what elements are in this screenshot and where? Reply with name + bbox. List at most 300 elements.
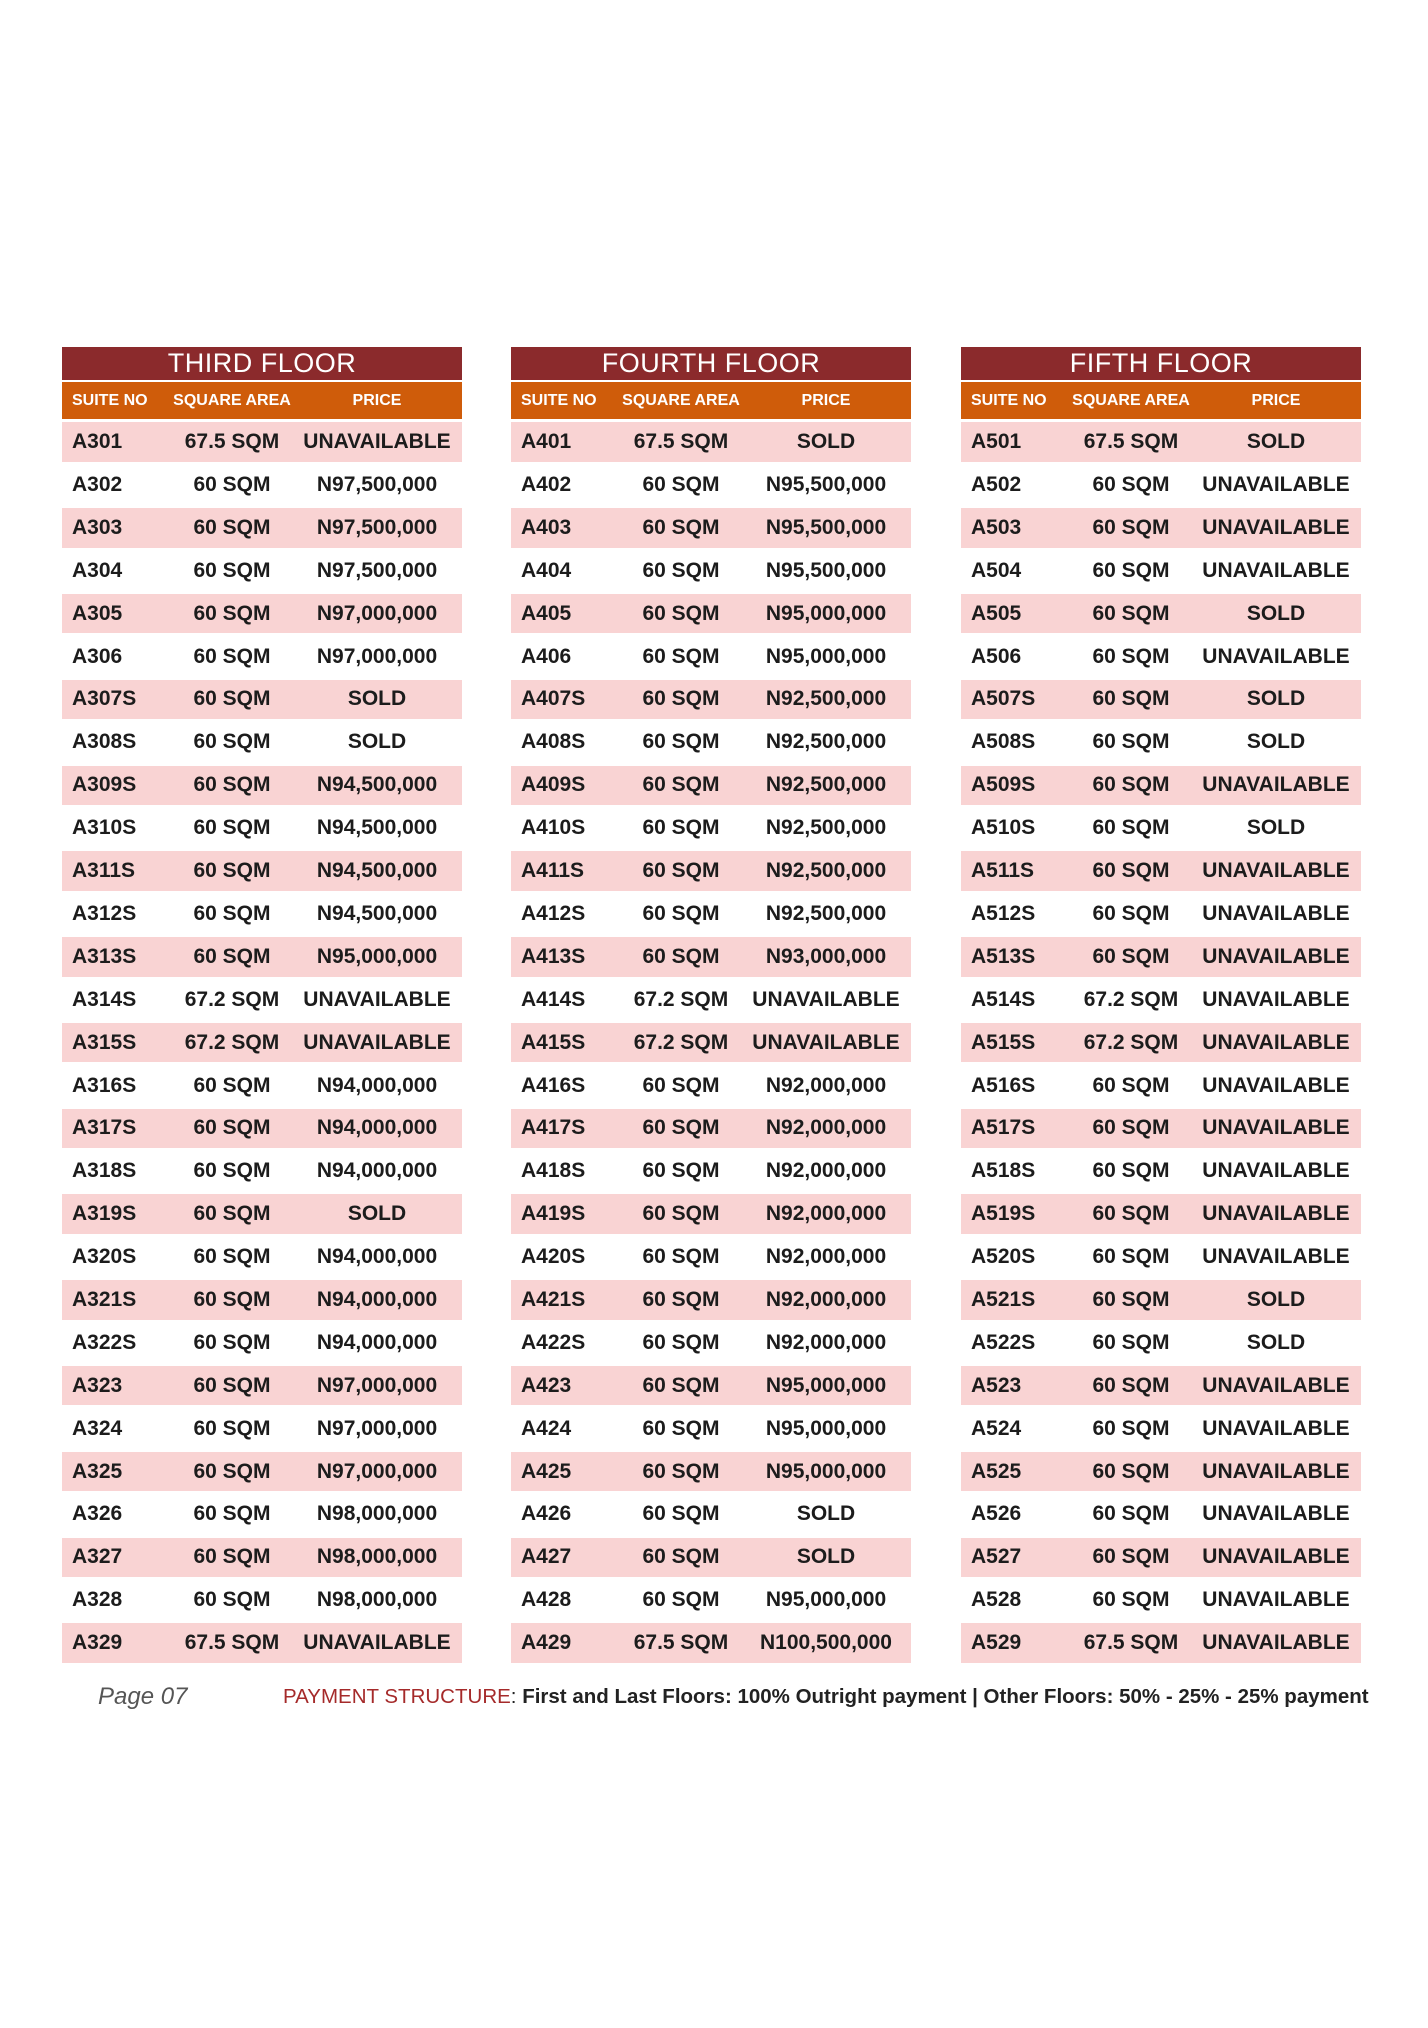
- table-row: [961, 508, 1361, 548]
- suite-no-cell: A525: [971, 1459, 1022, 1483]
- suite-no-cell: A501: [971, 430, 1022, 454]
- table-row: [961, 1109, 1361, 1149]
- square-area-cell: 60 SQM: [642, 473, 720, 497]
- suite-no-cell: A325: [72, 1459, 123, 1483]
- square-area-cell: 60 SQM: [1092, 1373, 1170, 1397]
- suite-no-cell: A508S: [971, 730, 1036, 754]
- square-area-cell: 60 SQM: [642, 1545, 720, 1569]
- price-cell: N94,000,000: [316, 1073, 438, 1097]
- page-footer: [0, 1683, 1428, 1717]
- square-area-cell: 60 SQM: [193, 1202, 271, 1226]
- square-area-cell: 60 SQM: [642, 730, 720, 754]
- square-area-cell: 60 SQM: [193, 1545, 271, 1569]
- table-row: [961, 465, 1361, 505]
- price-cell: N97,000,000: [316, 1416, 438, 1440]
- suite-no-cell: A314S: [72, 987, 137, 1011]
- price-cell: N92,500,000: [765, 816, 887, 840]
- payment-structure-label: PAYMENT STRUCTURE: [283, 1685, 511, 1708]
- square-area-cell: 60 SQM: [642, 1416, 720, 1440]
- price-cell: UNAVAILABLE: [1202, 473, 1350, 497]
- suite-no-cell: A407S: [521, 687, 586, 711]
- col-price-header: PRICE: [352, 391, 402, 409]
- table-row: [961, 894, 1361, 934]
- third-floor-table: [62, 347, 462, 1663]
- table-row: [62, 766, 462, 806]
- suite-no-cell: A502: [971, 473, 1022, 497]
- price-cell: SOLD: [796, 1545, 856, 1569]
- floor-title: THIRD FLOOR: [62, 347, 462, 380]
- table-row: [961, 1152, 1361, 1192]
- price-cell: N98,000,000: [316, 1588, 438, 1612]
- suite-no-cell: A311S: [72, 859, 136, 883]
- square-area-cell: 67.2 SQM: [1083, 1030, 1179, 1054]
- table-row: [961, 851, 1361, 891]
- suite-no-cell: A504: [971, 558, 1022, 582]
- square-area-cell: 60 SQM: [193, 1416, 271, 1440]
- square-area-cell: 60 SQM: [193, 1159, 271, 1183]
- square-area-cell: 60 SQM: [193, 1245, 271, 1269]
- price-cell: UNAVAILABLE: [1202, 1202, 1350, 1226]
- table-row: [62, 422, 462, 462]
- table-row: [62, 1152, 462, 1192]
- suite-no-cell: A520S: [971, 1245, 1036, 1269]
- table-row: [961, 1623, 1361, 1663]
- square-area-cell: 60 SQM: [642, 1073, 720, 1097]
- table-row: [62, 1280, 462, 1320]
- suite-no-cell: A401: [521, 430, 572, 454]
- table-row: [511, 637, 911, 677]
- square-area-cell: 60 SQM: [193, 944, 271, 968]
- price-cell: UNAVAILABLE: [1202, 1030, 1350, 1054]
- square-area-cell: 60 SQM: [193, 1073, 271, 1097]
- price-cell: N95,500,000: [765, 473, 887, 497]
- table-row: [511, 1023, 911, 1063]
- price-cell: UNAVAILABLE: [1202, 773, 1350, 797]
- square-area-cell: 60 SQM: [1092, 1330, 1170, 1354]
- table-row: [961, 1280, 1361, 1320]
- square-area-cell: 60 SQM: [1092, 1073, 1170, 1097]
- price-cell: UNAVAILABLE: [1202, 1245, 1350, 1269]
- suite-no-cell: A428: [521, 1588, 572, 1612]
- price-cell: N95,000,000: [765, 1416, 887, 1440]
- table-row: [511, 937, 911, 977]
- table-row: [62, 1237, 462, 1277]
- price-cell: N92,500,000: [765, 773, 887, 797]
- square-area-cell: 60 SQM: [642, 1588, 720, 1612]
- suite-no-cell: A425: [521, 1459, 572, 1483]
- price-cell: UNAVAILABLE: [1202, 901, 1350, 925]
- table-row: [62, 1409, 462, 1449]
- suite-no-cell: A426: [521, 1502, 572, 1526]
- col-suite-header: SUITE NO: [971, 391, 1047, 409]
- table-row: [62, 1194, 462, 1234]
- square-area-cell: 67.5 SQM: [1083, 1631, 1179, 1655]
- suite-no-cell: A503: [971, 515, 1022, 539]
- price-cell: SOLD: [1246, 687, 1306, 711]
- col-area-header: SQUARE AREA: [173, 391, 291, 409]
- square-area-cell: 60 SQM: [1092, 730, 1170, 754]
- suite-no-cell: A411S: [521, 859, 585, 883]
- price-cell: N92,500,000: [765, 730, 887, 754]
- price-cell: N95,500,000: [765, 558, 887, 582]
- square-area-cell: 60 SQM: [642, 1502, 720, 1526]
- price-cell: SOLD: [796, 1502, 856, 1526]
- suite-no-cell: A302: [72, 473, 123, 497]
- table-row: [62, 508, 462, 548]
- table-row: [511, 1066, 911, 1106]
- table-row: [511, 1323, 911, 1363]
- table-row: [511, 766, 911, 806]
- table-row: [961, 594, 1361, 634]
- price-cell: N94,000,000: [316, 1245, 438, 1269]
- table-row: [961, 1452, 1361, 1492]
- col-area-header: SQUARE AREA: [622, 391, 740, 409]
- price-cell: N97,500,000: [316, 473, 438, 497]
- price-cell: N95,000,000: [765, 1588, 887, 1612]
- table-row: [62, 1580, 462, 1620]
- square-area-cell: 60 SQM: [1092, 1245, 1170, 1269]
- suite-no-cell: A513S: [971, 944, 1036, 968]
- suite-no-cell: A329: [72, 1631, 123, 1655]
- price-cell: N94,500,000: [316, 859, 438, 883]
- price-cell: N97,000,000: [316, 644, 438, 668]
- square-area-cell: 67.5 SQM: [184, 430, 280, 454]
- table-row: [62, 1452, 462, 1492]
- square-area-cell: 60 SQM: [642, 1459, 720, 1483]
- suite-no-cell: A423: [521, 1373, 572, 1397]
- square-area-cell: 60 SQM: [642, 1159, 720, 1183]
- price-cell: N94,500,000: [316, 773, 438, 797]
- suite-no-cell: A416S: [521, 1073, 586, 1097]
- square-area-cell: 60 SQM: [1092, 1416, 1170, 1440]
- price-cell: N97,000,000: [316, 601, 438, 625]
- fifth-floor-table: [961, 347, 1361, 1663]
- table-row: [511, 1237, 911, 1277]
- square-area-cell: 60 SQM: [642, 859, 720, 883]
- square-area-cell: 60 SQM: [642, 644, 720, 668]
- price-cell: UNAVAILABLE: [1202, 944, 1350, 968]
- table-row: [961, 1237, 1361, 1277]
- suite-no-cell: A322S: [72, 1330, 137, 1354]
- price-cell: N95,000,000: [765, 1373, 887, 1397]
- square-area-cell: 67.5 SQM: [633, 430, 729, 454]
- price-cell: SOLD: [1246, 601, 1306, 625]
- suite-no-cell: A309S: [72, 773, 137, 797]
- table-row: [511, 1109, 911, 1149]
- square-area-cell: 60 SQM: [642, 558, 720, 582]
- suite-no-cell: A301: [72, 430, 123, 454]
- price-cell: N98,000,000: [316, 1545, 438, 1569]
- table-row: [511, 980, 911, 1020]
- suite-no-cell: A515S: [971, 1030, 1036, 1054]
- square-area-cell: 60 SQM: [1092, 515, 1170, 539]
- column-header-row: [511, 382, 911, 419]
- table-row: [511, 894, 911, 934]
- square-area-cell: 60 SQM: [642, 1330, 720, 1354]
- table-row: [62, 1066, 462, 1106]
- suite-no-cell: A315S: [72, 1030, 137, 1054]
- suite-no-cell: A321S: [72, 1287, 137, 1311]
- price-cell: N92,500,000: [765, 687, 887, 711]
- square-area-cell: 60 SQM: [193, 1373, 271, 1397]
- square-area-cell: 60 SQM: [642, 901, 720, 925]
- table-row: [62, 1495, 462, 1535]
- suite-no-cell: A429: [521, 1631, 572, 1655]
- suite-no-cell: A529: [971, 1631, 1022, 1655]
- floor-title: FIFTH FLOOR: [961, 347, 1361, 380]
- suite-no-cell: A512S: [971, 901, 1036, 925]
- table-row: [511, 1538, 911, 1578]
- suite-no-cell: A313S: [72, 944, 137, 968]
- price-cell: UNAVAILABLE: [1202, 1545, 1350, 1569]
- price-cell: N97,000,000: [316, 1373, 438, 1397]
- price-cell: N94,000,000: [316, 1287, 438, 1311]
- table-row: [62, 808, 462, 848]
- col-suite-header: SUITE NO: [72, 391, 148, 409]
- price-cell: N94,000,000: [316, 1159, 438, 1183]
- table-row: [62, 980, 462, 1020]
- suite-no-cell: A528: [971, 1588, 1022, 1612]
- suite-no-cell: A305: [72, 601, 123, 625]
- square-area-cell: 60 SQM: [642, 1202, 720, 1226]
- square-area-cell: 60 SQM: [1092, 1588, 1170, 1612]
- square-area-cell: 60 SQM: [193, 515, 271, 539]
- price-cell: N97,000,000: [316, 1459, 438, 1483]
- table-row: [961, 1409, 1361, 1449]
- suite-no-cell: A406: [521, 644, 572, 668]
- table-row: [961, 637, 1361, 677]
- suite-no-cell: A506: [971, 644, 1022, 668]
- suite-no-cell: A509S: [971, 773, 1036, 797]
- suite-no-cell: A402: [521, 473, 572, 497]
- price-cell: UNAVAILABLE: [1202, 644, 1350, 668]
- square-area-cell: 67.5 SQM: [1083, 430, 1179, 454]
- price-cell: N95,500,000: [765, 515, 887, 539]
- square-area-cell: 60 SQM: [193, 859, 271, 883]
- price-cell: UNAVAILABLE: [752, 987, 900, 1011]
- suite-no-cell: A327: [72, 1545, 123, 1569]
- table-row: [511, 723, 911, 763]
- price-cell: UNAVAILABLE: [303, 987, 451, 1011]
- suite-no-cell: A511S: [971, 859, 1035, 883]
- square-area-cell: 60 SQM: [1092, 1116, 1170, 1140]
- price-cell: UNAVAILABLE: [303, 1631, 451, 1655]
- suite-no-cell: A318S: [72, 1159, 137, 1183]
- price-cell: N92,500,000: [765, 859, 887, 883]
- square-area-cell: 60 SQM: [1092, 1202, 1170, 1226]
- price-cell: UNAVAILABLE: [1202, 859, 1350, 883]
- price-cell: N100,500,000: [760, 1631, 892, 1655]
- square-area-cell: 60 SQM: [642, 1116, 720, 1140]
- table-row: [62, 1023, 462, 1063]
- price-cell: N94,500,000: [316, 816, 438, 840]
- suite-no-cell: A306: [72, 644, 123, 668]
- fourth-floor-table: [511, 347, 911, 1663]
- price-cell: SOLD: [1246, 730, 1306, 754]
- price-cell: UNAVAILABLE: [1202, 1459, 1350, 1483]
- table-row: [62, 1323, 462, 1363]
- suite-no-cell: A510S: [971, 816, 1036, 840]
- table-row: [511, 1152, 911, 1192]
- col-price-header: PRICE: [1251, 391, 1301, 409]
- suite-no-cell: A524: [971, 1416, 1022, 1440]
- price-cell: UNAVAILABLE: [1202, 515, 1350, 539]
- suite-no-cell: A308S: [72, 730, 137, 754]
- price-cell: SOLD: [1246, 1330, 1306, 1354]
- square-area-cell: 60 SQM: [193, 601, 271, 625]
- price-cell: UNAVAILABLE: [1202, 1416, 1350, 1440]
- suite-no-cell: A412S: [521, 901, 586, 925]
- suite-no-cell: A421S: [521, 1287, 586, 1311]
- table-row: [961, 422, 1361, 462]
- suite-no-cell: A415S: [521, 1030, 586, 1054]
- table-row: [511, 1409, 911, 1449]
- price-cell: N92,500,000: [765, 901, 887, 925]
- square-area-cell: 60 SQM: [193, 558, 271, 582]
- col-price-header: PRICE: [801, 391, 851, 409]
- square-area-cell: 60 SQM: [193, 773, 271, 797]
- table-row: [961, 1023, 1361, 1063]
- table-row: [961, 1495, 1361, 1535]
- table-row: [62, 594, 462, 634]
- suite-no-cell: A405: [521, 601, 572, 625]
- price-cell: SOLD: [796, 430, 856, 454]
- table-row: [511, 1495, 911, 1535]
- price-cell: UNAVAILABLE: [1202, 558, 1350, 582]
- table-row: [62, 894, 462, 934]
- table-row: [511, 1280, 911, 1320]
- price-cell: N95,000,000: [765, 1459, 887, 1483]
- table-row: [62, 551, 462, 591]
- square-area-cell: 60 SQM: [193, 1116, 271, 1140]
- price-cell: N93,000,000: [765, 944, 887, 968]
- square-area-cell: 60 SQM: [1092, 473, 1170, 497]
- price-cell: UNAVAILABLE: [1202, 1631, 1350, 1655]
- suite-no-cell: A418S: [521, 1159, 586, 1183]
- table-row: [961, 1538, 1361, 1578]
- square-area-cell: 60 SQM: [642, 601, 720, 625]
- suite-no-cell: A317S: [72, 1116, 137, 1140]
- price-cell: SOLD: [1246, 816, 1306, 840]
- square-area-cell: 60 SQM: [193, 1459, 271, 1483]
- suite-no-cell: A517S: [971, 1116, 1036, 1140]
- suite-no-cell: A519S: [971, 1202, 1036, 1226]
- square-area-cell: 60 SQM: [642, 944, 720, 968]
- table-row: [62, 1623, 462, 1663]
- price-cell: N98,000,000: [316, 1502, 438, 1526]
- price-cell: UNAVAILABLE: [1202, 1073, 1350, 1097]
- square-area-cell: 60 SQM: [193, 644, 271, 668]
- square-area-cell: 60 SQM: [1092, 601, 1170, 625]
- price-cell: N94,500,000: [316, 901, 438, 925]
- table-row: [961, 1366, 1361, 1406]
- square-area-cell: 60 SQM: [642, 773, 720, 797]
- suite-no-cell: A522S: [971, 1330, 1036, 1354]
- table-row: [961, 680, 1361, 720]
- table-row: [62, 465, 462, 505]
- square-area-cell: 60 SQM: [193, 1287, 271, 1311]
- square-area-cell: 67.2 SQM: [184, 987, 280, 1011]
- suite-no-cell: A505: [971, 601, 1022, 625]
- floor-title: FOURTH FLOOR: [511, 347, 911, 380]
- suite-no-cell: A527: [971, 1545, 1022, 1569]
- price-cell: N92,000,000: [765, 1159, 887, 1183]
- page-number: Page 07: [98, 1683, 188, 1710]
- price-cell: UNAVAILABLE: [1202, 1116, 1350, 1140]
- price-cell: N92,000,000: [765, 1330, 887, 1354]
- suite-no-cell: A303: [72, 515, 123, 539]
- square-area-cell: 60 SQM: [1092, 859, 1170, 883]
- square-area-cell: 60 SQM: [193, 1588, 271, 1612]
- price-cell: UNAVAILABLE: [303, 1030, 451, 1054]
- square-area-cell: 60 SQM: [1092, 1545, 1170, 1569]
- price-cell: N92,000,000: [765, 1287, 887, 1311]
- square-area-cell: 67.5 SQM: [184, 1631, 280, 1655]
- square-area-cell: 60 SQM: [1092, 1502, 1170, 1526]
- square-area-cell: 60 SQM: [1092, 944, 1170, 968]
- square-area-cell: 60 SQM: [1092, 1459, 1170, 1483]
- square-area-cell: 67.2 SQM: [633, 987, 729, 1011]
- suite-no-cell: A422S: [521, 1330, 586, 1354]
- col-area-header: SQUARE AREA: [1072, 391, 1190, 409]
- suite-no-cell: A404: [521, 558, 572, 582]
- suite-no-cell: A417S: [521, 1116, 586, 1140]
- price-cell: N92,000,000: [765, 1073, 887, 1097]
- square-area-cell: 60 SQM: [642, 1287, 720, 1311]
- table-row: [961, 980, 1361, 1020]
- price-cell: UNAVAILABLE: [1202, 1502, 1350, 1526]
- price-cell: N97,500,000: [316, 558, 438, 582]
- square-area-cell: 67.2 SQM: [633, 1030, 729, 1054]
- table-row: [511, 465, 911, 505]
- suite-no-cell: A424: [521, 1416, 572, 1440]
- suite-no-cell: A514S: [971, 987, 1036, 1011]
- square-area-cell: 60 SQM: [193, 1502, 271, 1526]
- square-area-cell: 67.2 SQM: [1083, 987, 1179, 1011]
- price-cell: N95,000,000: [316, 944, 438, 968]
- table-row: [62, 851, 462, 891]
- payment-structure-colon: :: [510, 1685, 517, 1708]
- price-cell: N95,000,000: [765, 601, 887, 625]
- square-area-cell: 60 SQM: [193, 687, 271, 711]
- table-row: [511, 1623, 911, 1663]
- table-row: [62, 1538, 462, 1578]
- suite-no-cell: A526: [971, 1502, 1022, 1526]
- square-area-cell: 60 SQM: [642, 816, 720, 840]
- price-cell: N94,000,000: [316, 1116, 438, 1140]
- price-cell: UNAVAILABLE: [1202, 1588, 1350, 1612]
- suite-no-cell: A328: [72, 1588, 123, 1612]
- price-cell: SOLD: [1246, 1287, 1306, 1311]
- square-area-cell: 60 SQM: [193, 816, 271, 840]
- square-area-cell: 60 SQM: [1092, 1159, 1170, 1183]
- suite-no-cell: A403: [521, 515, 572, 539]
- table-row: [511, 551, 911, 591]
- table-row: [511, 680, 911, 720]
- col-suite-header: SUITE NO: [521, 391, 597, 409]
- price-cell: SOLD: [347, 1202, 407, 1226]
- table-row: [511, 422, 911, 462]
- suite-no-cell: A427: [521, 1545, 572, 1569]
- table-row: [511, 1194, 911, 1234]
- table-row: [961, 1194, 1361, 1234]
- square-area-cell: 60 SQM: [1092, 816, 1170, 840]
- square-area-cell: 67.2 SQM: [184, 1030, 280, 1054]
- table-row: [62, 1366, 462, 1406]
- suite-no-cell: A507S: [971, 687, 1036, 711]
- table-row: [511, 1580, 911, 1620]
- square-area-cell: 60 SQM: [642, 515, 720, 539]
